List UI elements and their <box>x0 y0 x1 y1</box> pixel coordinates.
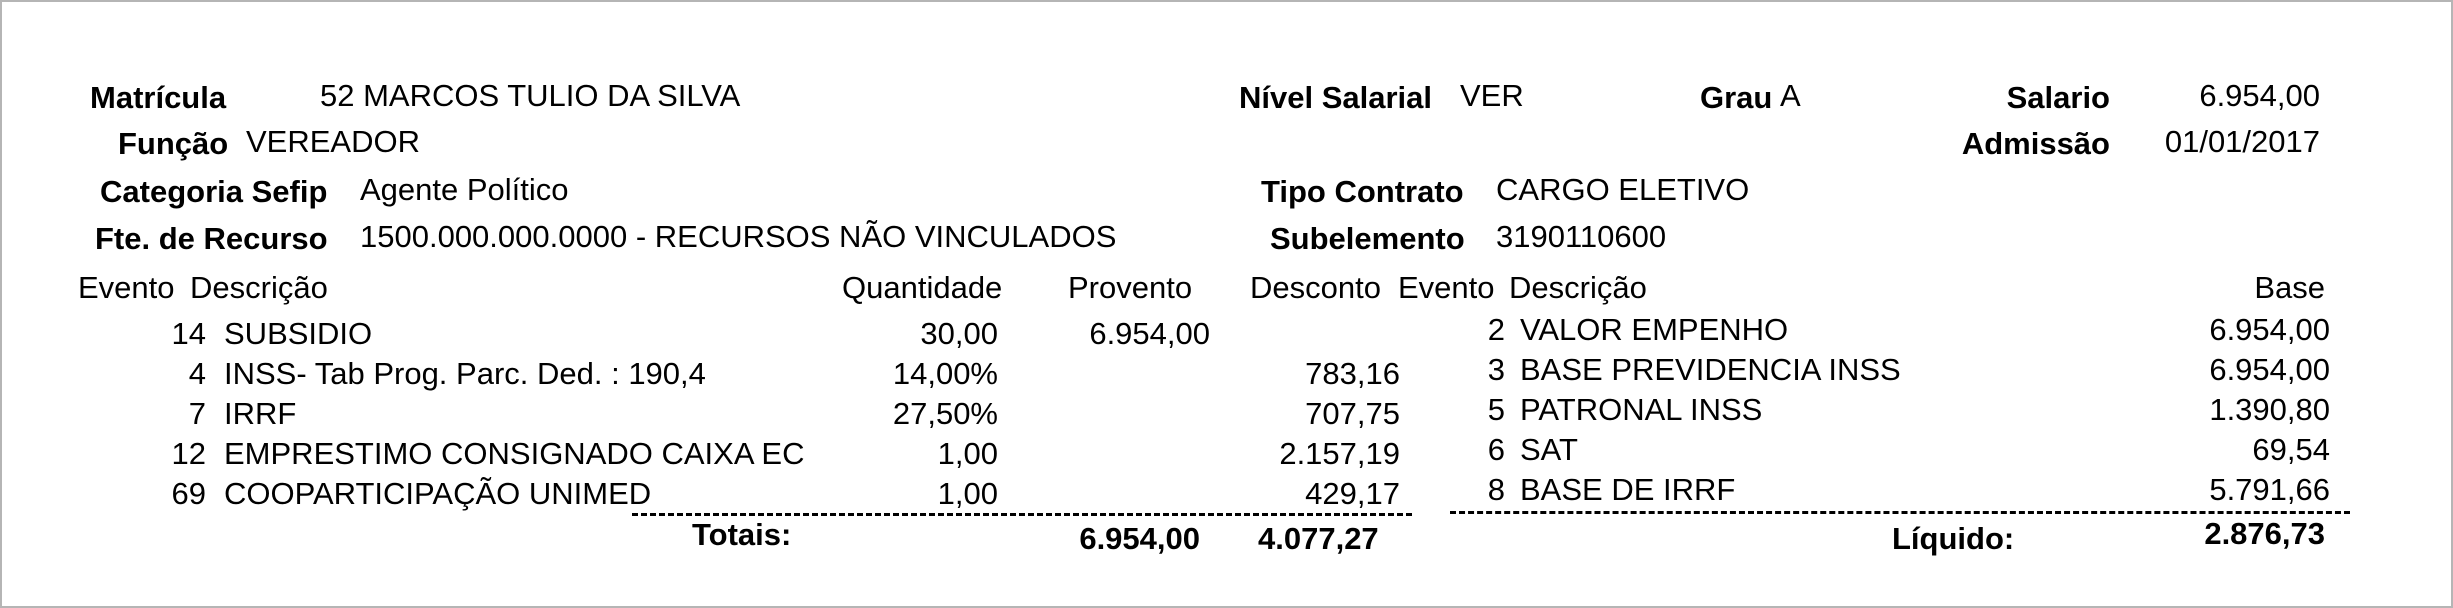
col-provento: Provento <box>1068 270 1193 305</box>
base-value: 69,54 <box>2252 432 2330 467</box>
salario-value: 6.954,00 <box>2199 78 2320 113</box>
event-code: 12 <box>171 436 206 471</box>
totals-separator-right <box>1450 511 2350 514</box>
base-description: VALOR EMPENHO <box>1520 312 1789 347</box>
event-code: 4 <box>188 356 206 391</box>
event-desconto: 783,16 <box>1305 356 1400 391</box>
col-quantidade: Quantidade <box>842 270 1003 305</box>
admissao-label: Admissão <box>1961 126 2110 161</box>
col-descricao: Descrição <box>190 270 328 305</box>
totals-separator-left <box>632 513 1412 516</box>
liquido-value: 2.876,73 <box>2204 516 2325 551</box>
event-description: INSS- Tab Prog. Parc. Ded. : 190,4 <box>224 356 706 391</box>
col-desconto: Desconto <box>1250 270 1381 305</box>
tipo-contrato-label: Tipo Contrato <box>1261 174 1464 209</box>
base-code: 5 <box>1487 392 1505 427</box>
event-quantity: 30,00 <box>920 316 998 351</box>
event-quantity: 14,00% <box>892 356 998 391</box>
col-base: Base <box>2254 270 2325 305</box>
col-evento-base: Evento <box>1398 270 1495 305</box>
total-descontos: 4.077,27 <box>1258 521 1379 556</box>
salario-label: Salario <box>2006 80 2110 115</box>
base-code: 6 <box>1487 432 1505 467</box>
subelemento-value: 3190110600 <box>1496 219 1667 254</box>
nivel-salarial-label: Nível Salarial <box>1239 80 1433 115</box>
categoria-sefip-value: Agente Político <box>360 172 569 207</box>
total-proventos: 6.954,00 <box>1079 521 1200 556</box>
base-value: 6.954,00 <box>2209 312 2330 347</box>
base-code: 3 <box>1487 352 1505 387</box>
event-description: EMPRESTIMO CONSIGNADO CAIXA EC <box>224 436 805 471</box>
matricula-label: Matrícula <box>90 80 227 115</box>
event-code: 69 <box>171 476 206 511</box>
event-code: 14 <box>171 316 206 351</box>
event-desconto: 707,75 <box>1305 396 1400 431</box>
col-descricao-base: Descrição <box>1509 270 1647 305</box>
categoria-sefip-label: Categoria Sefip <box>100 174 328 209</box>
totais-label: Totais: <box>692 517 792 552</box>
base-description: BASE DE IRRF <box>1520 472 1736 507</box>
event-description: COOPARTICIPAÇÃO UNIMED <box>224 476 652 511</box>
funcao-label: Função <box>118 126 229 161</box>
subelemento-label: Subelemento <box>1270 221 1465 256</box>
base-description: PATRONAL INSS <box>1520 392 1763 427</box>
event-provento: 6.954,00 <box>1089 316 1210 351</box>
fonte-recurso-value: 1500.000.000.0000 - RECURSOS NÃO VINCULADOS <box>360 219 1117 254</box>
base-description: BASE PREVIDENCIA INSS <box>1520 352 1901 387</box>
fonte-recurso-label: Fte. de Recurso <box>95 221 328 256</box>
event-quantity: 1,00 <box>937 476 998 511</box>
matricula-value: 52 MARCOS TULIO DA SILVA <box>320 78 741 113</box>
event-desconto: 2.157,19 <box>1279 436 1400 471</box>
funcao-value: VEREADOR <box>246 124 420 159</box>
event-description: IRRF <box>224 396 297 431</box>
event-quantity: 27,50% <box>892 396 998 431</box>
base-value: 6.954,00 <box>2209 352 2330 387</box>
liquido-label: Líquido: <box>1892 521 2015 556</box>
admissao-value: 01/01/2017 <box>2164 124 2320 159</box>
event-desconto: 429,17 <box>1305 476 1400 511</box>
base-description: SAT <box>1520 432 1578 467</box>
grau-value: A <box>1780 78 1801 113</box>
base-code: 8 <box>1487 472 1505 507</box>
base-code: 2 <box>1487 312 1505 347</box>
base-value: 5.791,66 <box>2209 472 2330 507</box>
tipo-contrato-value: CARGO ELETIVO <box>1496 172 1750 207</box>
nivel-salarial-value: VER <box>1460 78 1524 113</box>
col-evento: Evento <box>78 270 175 305</box>
base-value: 1.390,80 <box>2209 392 2330 427</box>
event-code: 7 <box>188 396 206 431</box>
event-description: SUBSIDIO <box>224 316 373 351</box>
event-quantity: 1,00 <box>937 436 998 471</box>
grau-label: Grau <box>1700 80 1773 115</box>
